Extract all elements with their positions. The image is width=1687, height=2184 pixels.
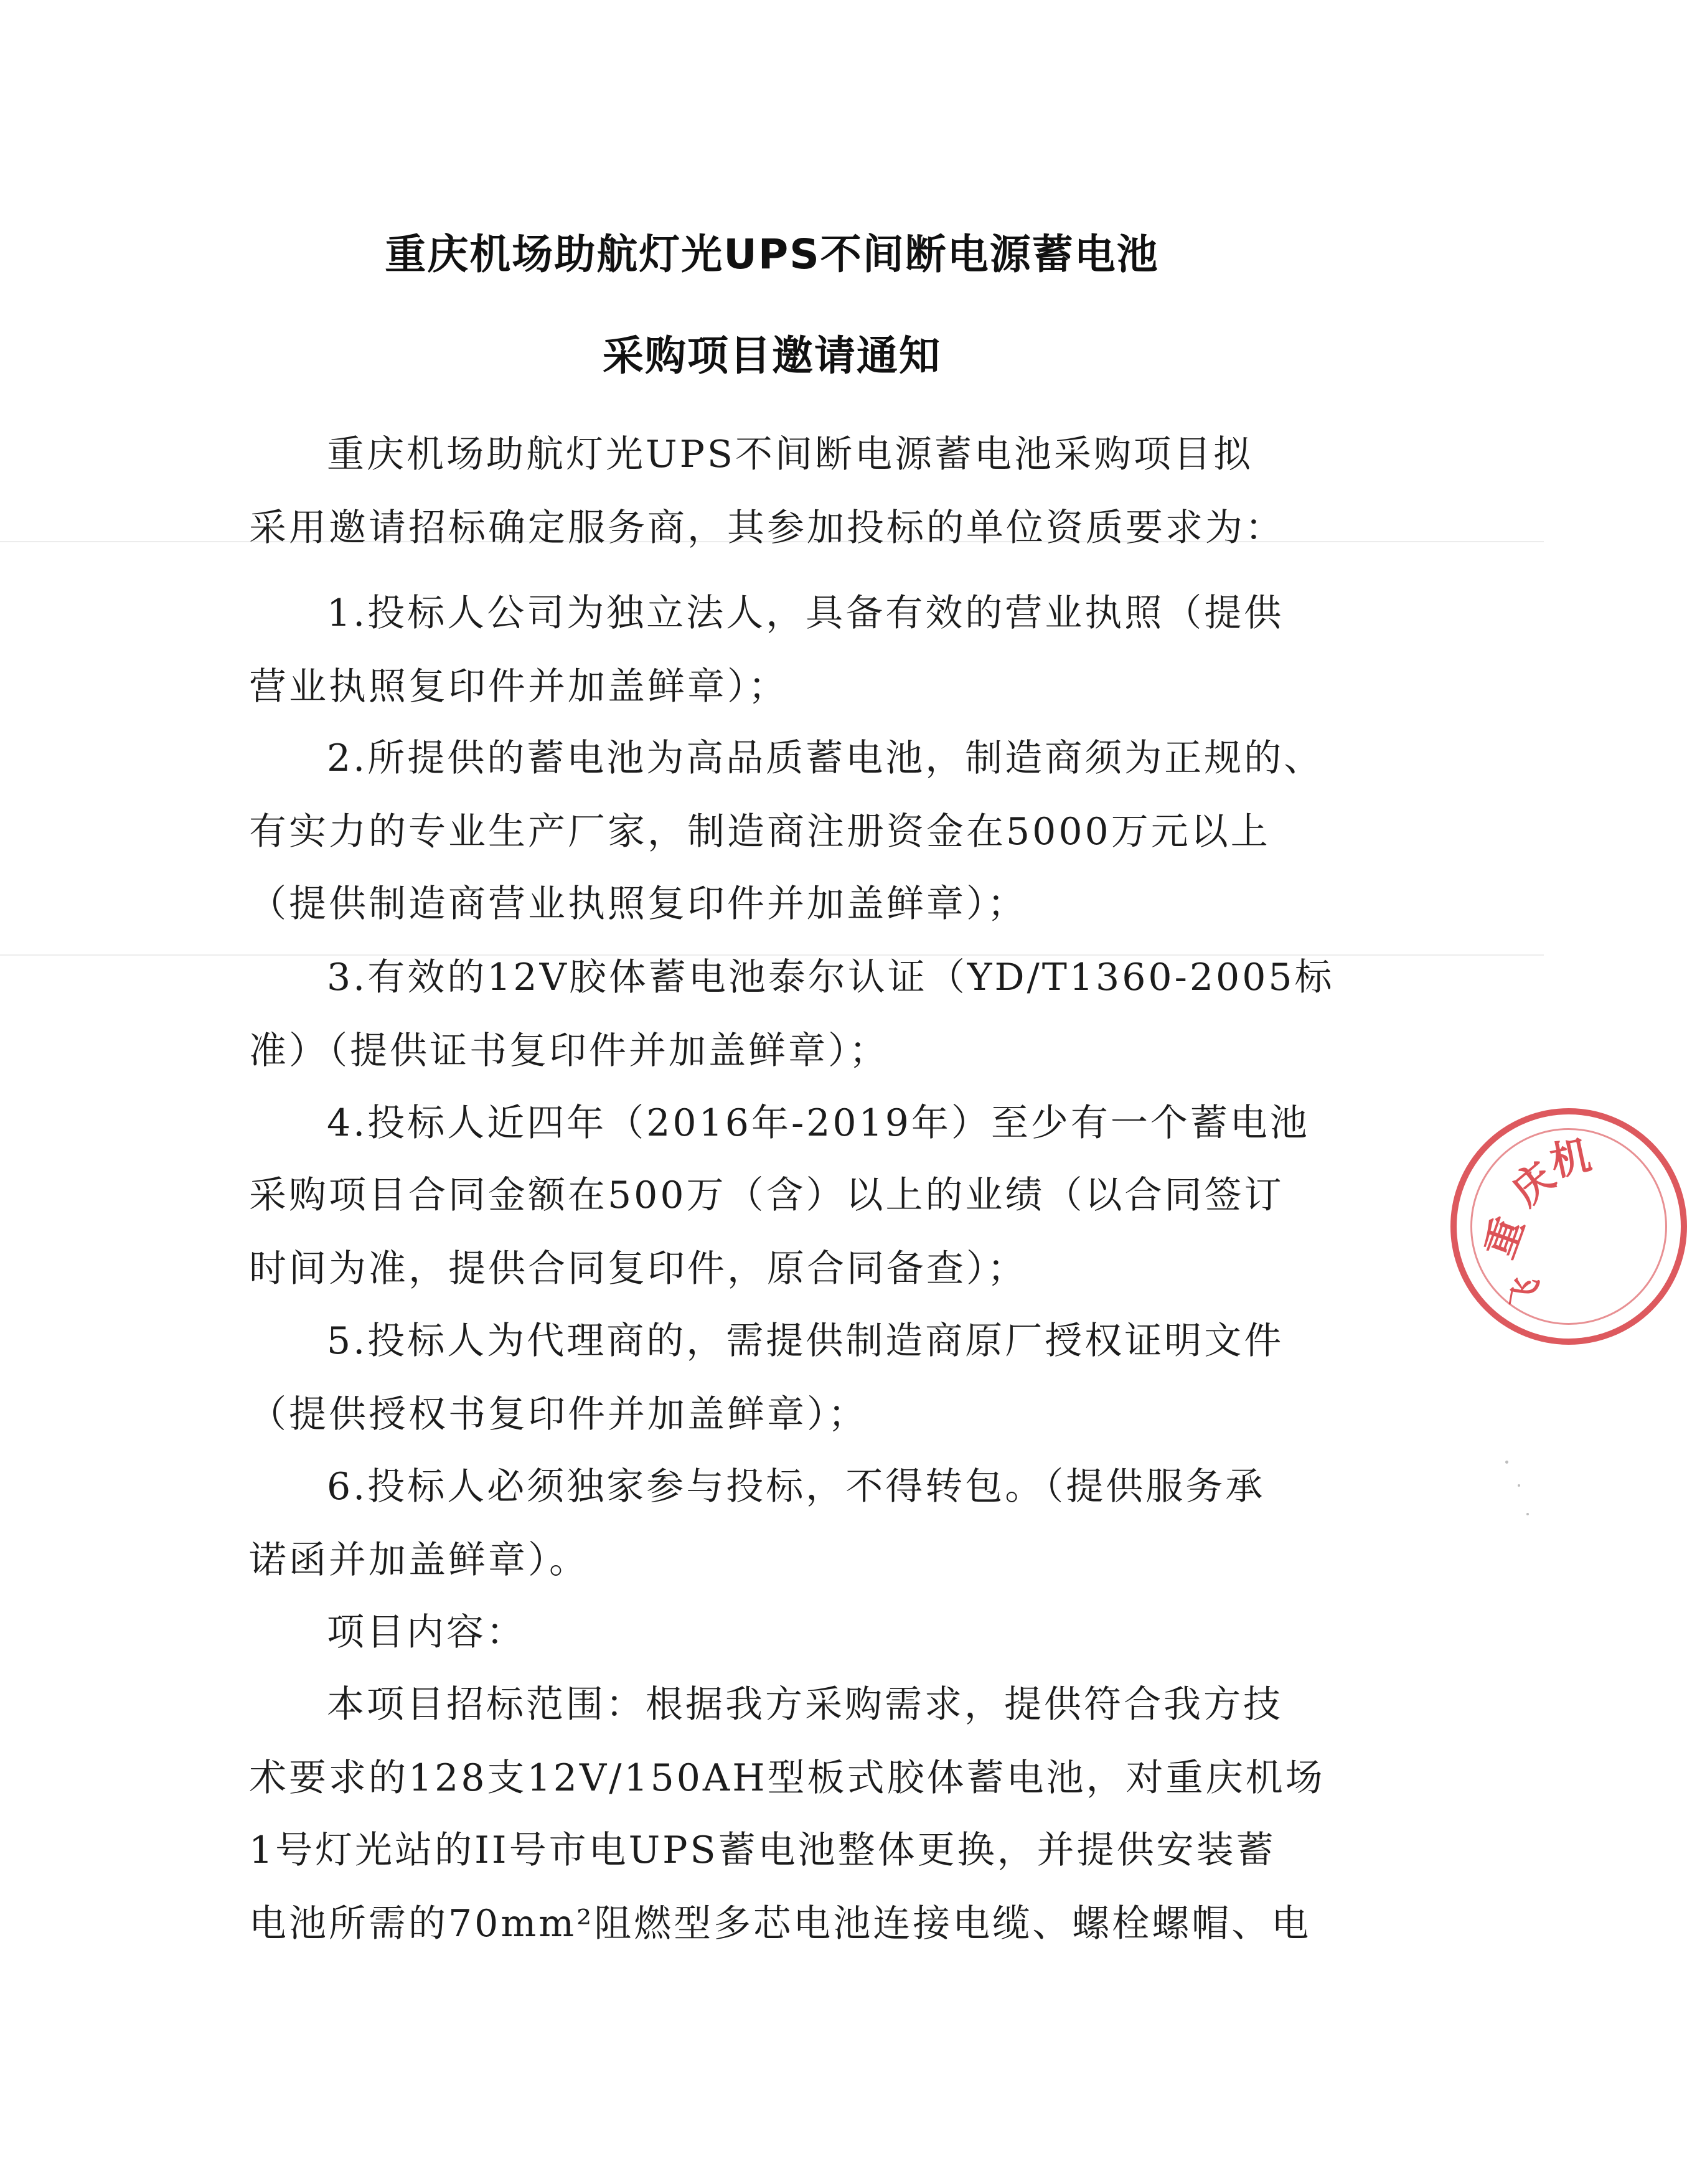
- stamp-text: 庆: [1503, 1154, 1564, 1215]
- body-line: 准）（提供证书复印件并加盖鲜章）；: [249, 1029, 889, 1073]
- scan-speck: [1518, 1484, 1520, 1487]
- body-line: 电池所需的70mm²阻燃型多芯电池连接电缆、螺栓螺帽、电: [249, 1902, 1312, 1946]
- body-line: 采购项目合同金额在500万（含）以上的业绩（以合同签订: [249, 1174, 1284, 1217]
- body-line: （提供授权书复印件并加盖鲜章）；: [249, 1393, 868, 1436]
- body-line: 诺函并加盖鲜章）。: [249, 1538, 589, 1582]
- body-line: 营业执照复印件并加盖鲜章）；: [249, 665, 788, 708]
- body-line: 5.投标人为代理商的，需提供制造商原厂授权证明文件: [327, 1319, 1284, 1363]
- stamp-text: 重: [1476, 1211, 1534, 1264]
- body-line: 2.所提供的蓄电池为高品质蓄电池，制造商须为正规的、: [327, 737, 1324, 780]
- section-heading: 项目内容：: [327, 1611, 526, 1654]
- scan-speck: [1505, 1461, 1508, 1464]
- body-line: 重庆机场助航灯光UPS不间断电源蓄电池采购项目拟: [327, 433, 1254, 476]
- body-line: 术要求的128支12V/150AH型板式胶体蓄电池，对重庆机场: [249, 1756, 1325, 1800]
- body-line: 6.投标人必须独家参与投标，不得转包。（提供服务承: [327, 1465, 1266, 1509]
- body-line: 1.投标人公司为独立法人，具备有效的营业执照（提供: [327, 591, 1284, 635]
- scan-speck: [1526, 1513, 1529, 1515]
- body-line: 采用邀请招标确定服务商，其参加投标的单位资质要求为：: [249, 506, 1285, 550]
- body-line: 4.投标人近四年（2016年-2019年）至少有一个蓄电池: [327, 1101, 1310, 1145]
- body-line: 时间为准，提供合同复印件，原合同备查）；: [249, 1247, 1027, 1291]
- body-line: 有实力的专业生产厂家，制造商注册资金在5000万元以上: [249, 810, 1271, 854]
- stamp-text: 飞: [1504, 1274, 1545, 1312]
- document-title: 重庆机场助航灯光UPS不间断电源蓄电池: [385, 230, 1159, 278]
- company-seal-stamp: [1450, 1108, 1687, 1345]
- body-line: 3.有效的12V胶体蓄电池泰尔认证（YD/T1360-2005标: [327, 956, 1335, 999]
- stamp-text: 机: [1546, 1132, 1595, 1186]
- document-subtitle: 采购项目邀请通知: [603, 332, 941, 380]
- body-line: 1号灯光站的II号市电UPS蓄电池整体更换，并提供安装蓄: [249, 1829, 1276, 1872]
- body-line: （提供制造商营业执照复印件并加盖鲜章）；: [249, 882, 1027, 926]
- body-line: 本项目招标范围：根据我方采购需求，提供符合我方技: [327, 1683, 1283, 1726]
